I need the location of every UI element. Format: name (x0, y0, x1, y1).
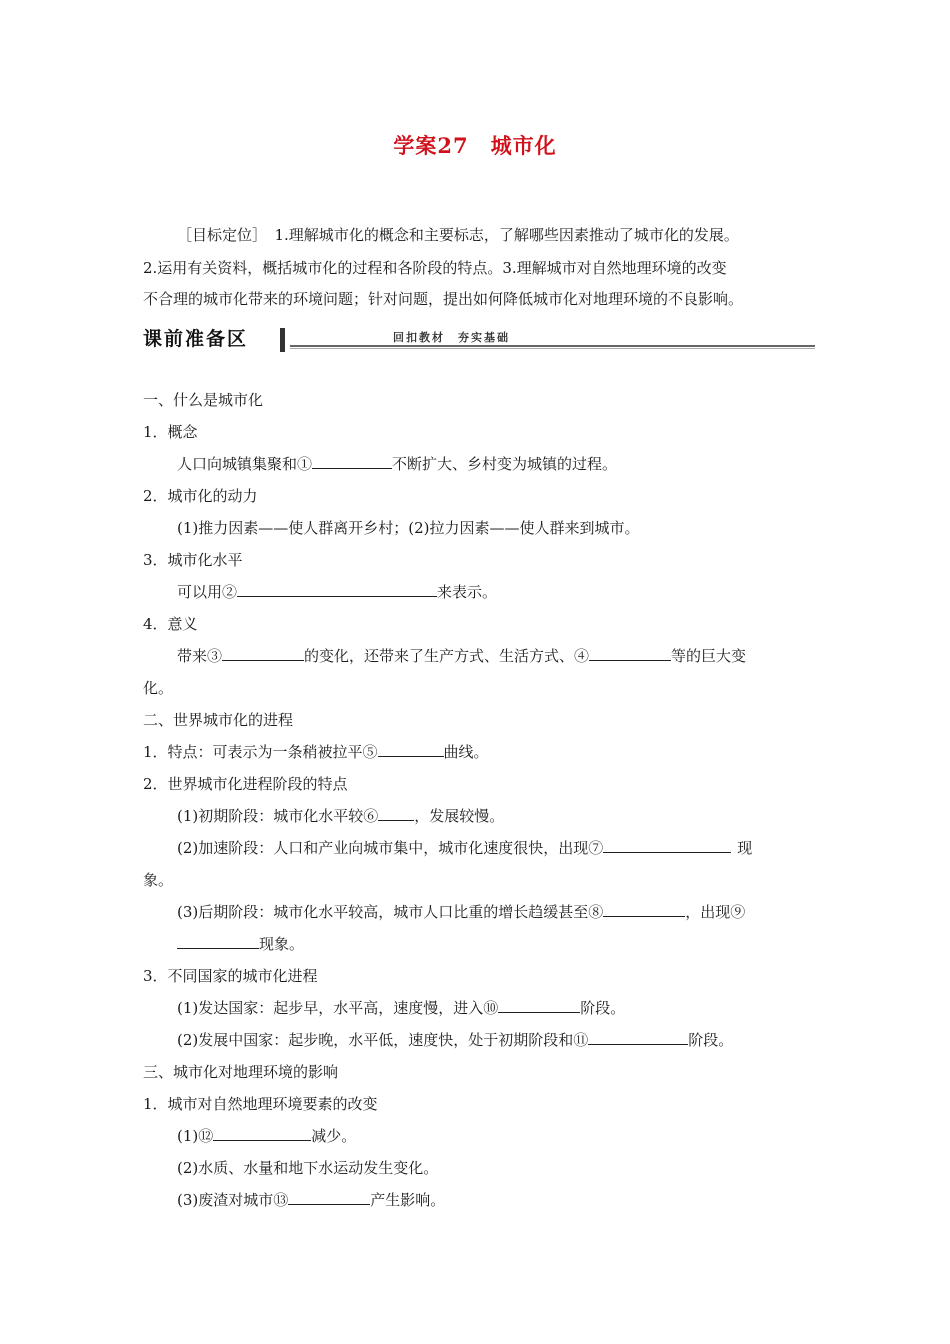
item-1-3: 3．城市化水平 (143, 551, 243, 569)
fill-blank-5[interactable] (378, 742, 444, 757)
fill-blank-12[interactable] (213, 1126, 311, 1141)
fill-blank-1[interactable] (312, 454, 392, 469)
banner-subtitle: 回扣教材 夯实基础 (393, 331, 510, 344)
line-1-1a (177, 453, 617, 474)
text: 现象。 (259, 935, 305, 953)
fill-blank-9[interactable] (177, 934, 259, 949)
text: (3)废渣对城市⑬ (177, 1191, 289, 1209)
objectives-line-2: 2.运用有关资料，概括城市化的过程和各阶段的特点。3.理解城市对自然地理环境的改变 (143, 259, 727, 277)
objectives-line-3: 不合理的城市化带来的环境问题；针对问题，提出如何降低城市化对地理环境的不良影响。 (143, 290, 744, 308)
fill-blank-8[interactable] (603, 902, 685, 917)
text: 带来③ (177, 647, 223, 665)
line-3-1a (177, 1125, 356, 1146)
line-2-2e: 象。 (143, 871, 174, 889)
fill-blank-13[interactable] (288, 1190, 370, 1205)
banner-bar (280, 328, 285, 352)
objectives-line-1: ［目标定位］ 1.理解城市化的概念和主要标志，了解哪些因素推动了城市化的发展。 (177, 226, 739, 244)
fill-blank-7[interactable] (603, 838, 731, 853)
text: ，出现⑨ (685, 903, 746, 921)
text: 不断扩大、乡村变为城镇的过程。 (392, 455, 618, 473)
fill-blank-4[interactable] (589, 646, 671, 661)
text: 1．特点：可表示为一条稍被拉平⑤ (143, 743, 378, 761)
text: (1)发达国家：起步早，水平高，速度慢，进入⑩ (177, 999, 499, 1017)
fill-blank-11[interactable] (588, 1030, 688, 1045)
item-3-1: 1．城市对自然地理环境要素的改变 (143, 1095, 378, 1113)
title-sub: 城市化 (490, 133, 557, 158)
text: (3)后期阶段：城市化水平较高，城市人口比重的增长趋缓甚至⑧ (177, 903, 604, 921)
text: 可以用② (177, 583, 238, 601)
text: 阶段。 (580, 999, 626, 1017)
fill-blank-3[interactable] (222, 646, 304, 661)
heading-3: 三、城市化对地理环境的影响 (143, 1063, 339, 1081)
item-1-1: 1．概念 (143, 423, 198, 441)
text: 减少。 (311, 1127, 357, 1145)
line-3-1d (177, 1189, 445, 1210)
text: 来表示。 (437, 583, 498, 601)
text: 等的巨大变 (671, 647, 747, 665)
item-2-1 (143, 741, 489, 762)
line-2-3a (177, 997, 625, 1018)
item-2-3: 3．不同国家的城市化进程 (143, 967, 318, 985)
line-2-2h (177, 933, 304, 954)
line-1-4d: 化。 (143, 679, 174, 697)
fill-blank-2[interactable] (237, 582, 437, 597)
title-main: 学案27 (393, 133, 469, 158)
text: 人口向城镇集聚和① (177, 455, 313, 473)
text: (1)⑫ (177, 1127, 214, 1145)
text: 现 (737, 839, 753, 857)
line-2-2c (177, 837, 752, 858)
fill-blank-10[interactable] (498, 998, 580, 1013)
line-3-1c: (2)水质、水量和地下水运动发生变化。 (177, 1159, 439, 1177)
text: 阶段。 (688, 1031, 734, 1049)
banner-rule-thin (290, 348, 815, 349)
item-1-2: 2．城市化的动力 (143, 487, 258, 505)
section-banner (143, 325, 815, 355)
line-2-3c (177, 1029, 733, 1050)
item-2-2: 2．世界城市化进程阶段的特点 (143, 775, 348, 793)
banner-rule (290, 345, 815, 347)
fill-blank-6[interactable] (378, 806, 414, 821)
heading-1: 一、什么是城市化 (143, 391, 264, 409)
text: ，发展较慢。 (414, 807, 505, 825)
line-1-4a (177, 645, 746, 666)
text: (2)发展中国家：起步晚，水平低，速度快，处于初期阶段和⑪ (177, 1031, 589, 1049)
line-2-2a (177, 805, 504, 826)
line-1-2a: (1)推力因素——使人群离开乡村；(2)拉力因素——使人群来到城市。 (177, 519, 640, 537)
line-2-2f (177, 901, 745, 922)
page-title (0, 130, 950, 160)
text: 曲线。 (443, 743, 489, 761)
heading-2: 二、世界城市化的进程 (143, 711, 294, 729)
item-1-4: 4．意义 (143, 615, 198, 633)
banner-label: 课前准备区 (143, 328, 249, 350)
text: 产生影响。 (370, 1191, 446, 1209)
text: (2)加速阶段：人口和产业向城市集中，城市化速度很快，出现⑦ (177, 839, 604, 857)
text: (1)初期阶段：城市化水平较⑥ (177, 807, 379, 825)
text: 的变化，还带来了生产方式、生活方式、④ (304, 647, 590, 665)
line-1-3a (177, 581, 497, 602)
